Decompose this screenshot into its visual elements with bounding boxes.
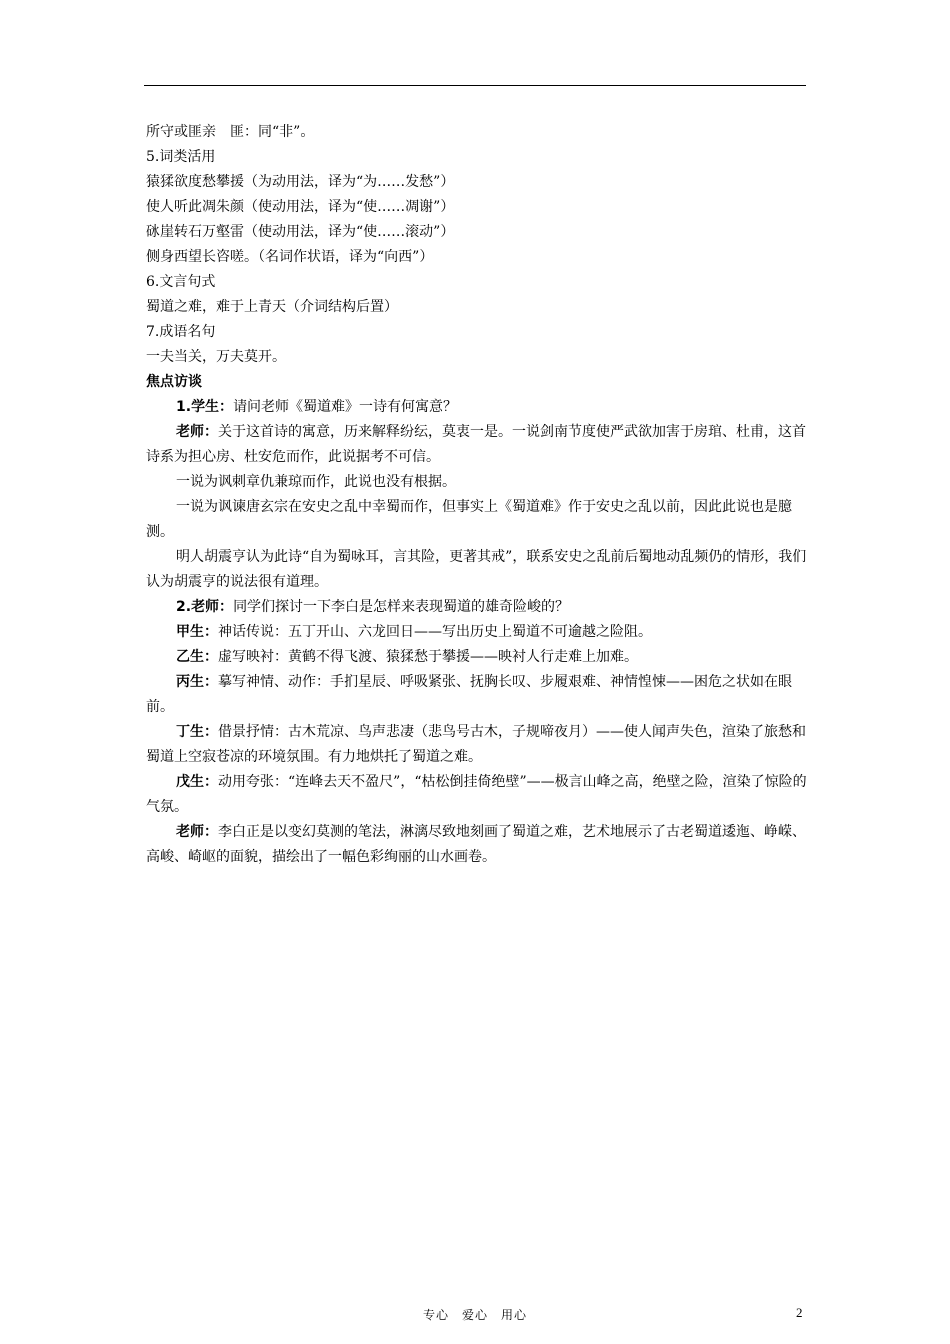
speaker-label: 学生： [191, 399, 234, 415]
dialogue-paragraph [146, 645, 808, 670]
speaker-label: 丁生： [176, 724, 218, 740]
dialogue-text: 关于这首诗的寓意，历来解释纷纭，莫衷一是。一说剑南节度使严武欲加害于房琯、杜甫，这首诗系为担心房、杜安危而作，此说据考不可信。 [146, 424, 806, 465]
text-line: 所守或匪亲 匪：同“非”。 [146, 124, 315, 140]
text-line: 侧身西望长咨嗟。（名词作状语，译为“向西”） [146, 249, 434, 265]
speaker-label: 老师： [176, 424, 218, 440]
dialogue-text: 请问老师《蜀道难》一诗有何寓意？ [233, 399, 458, 415]
speaker-label: 老师： [191, 599, 234, 615]
dialogue-text: 神话传说：五丁开山、六龙回日——写出历史上蜀道不可逾越之险阻。 [218, 624, 652, 640]
dialogue-text: 同学们探讨一下李白是怎样来表现蜀道的雄奇险峻的？ [233, 599, 570, 615]
dialogue-text: 李白正是以变幻莫测的笔法，淋漓尽致地刻画了蜀道之难，艺术地展示了古老蜀道逶迤、峥嵘、高峻、崎岖的面貌，描绘出了一幅色彩绚丽的山水画卷。 [146, 824, 806, 865]
page-number: 2 [796, 1305, 803, 1320]
footer-motto: 专心 爱心 用心 [422, 1308, 527, 1322]
dialogue-paragraph [146, 395, 808, 420]
dialogue-paragraph [146, 770, 808, 820]
text-line: 猿猱欲度愁攀援（为动用法，译为“为……发愁”） [146, 174, 455, 190]
dialogue-text: 虚写映衬：黄鹤不得飞渡、猿猱愁于攀援——映衬人行走难上加难。 [218, 649, 638, 665]
dialogue-paragraph [146, 820, 808, 870]
dialogue-paragraph: 明人胡震亨认为此诗“自为蜀咏耳，言其险，更著其戒”，联系安史之乱前后蜀地动乱频仍的情形，我们认为胡震亨的说法很有道理。 [146, 549, 807, 590]
section-heading: 6.文言句式 [146, 274, 216, 290]
section-heading: 5.词类活用 [146, 149, 216, 165]
page-body [146, 120, 808, 870]
dialogue-paragraph [146, 670, 808, 720]
section-heading: 7.成语名句 [146, 324, 216, 340]
text-line: 一夫当关，万夫莫开。 [146, 349, 286, 365]
speaker-label: 丙生： [176, 674, 218, 690]
question-number: 2. [176, 599, 192, 615]
focus-interview-title: 焦点访谈 [146, 374, 202, 390]
speaker-label: 老师： [176, 824, 218, 840]
text-line: 蜀道之难，难于上青天（介词结构后置） [146, 299, 398, 315]
dialogue-paragraph [146, 595, 808, 620]
dialogue-paragraph [146, 420, 808, 470]
speaker-label: 甲生： [176, 624, 218, 640]
dialogue-text: 动用夸张：“连峰去天不盈尺”，“枯松倒挂倚绝壁”——极言山峰之高，绝壁之险，渲染了惊险的气氛。 [146, 774, 807, 815]
dialogue-text: 摹写神情、动作：手扪星辰、呼吸紧张、抚胸长叹、步履艰难、神情惶悚——困危之状如在眼前。 [146, 674, 792, 715]
dialogue-text: 借景抒情：古木荒凉、鸟声悲凄（悲鸟号古木，子规啼夜月）——使人闻声失色，渲染了旅愁和蜀道上空寂苍凉的环境氛围。有力地烘托了蜀道之难。 [146, 724, 806, 765]
header-rule [144, 85, 806, 86]
dialogue-paragraph: 一说为讽谏唐玄宗在安史之乱中幸蜀而作，但事实上《蜀道难》作于安史之乱以前，因此此说也是臆测。 [146, 499, 792, 540]
dialogue-paragraph: 一说为讽刺章仇兼琼而作，此说也没有根据。 [176, 474, 456, 490]
speaker-label: 戊生： [176, 774, 218, 790]
question-number: 1. [176, 399, 192, 415]
speaker-label: 乙生： [176, 649, 218, 665]
dialogue-paragraph [146, 620, 808, 645]
text-line: 使人听此凋朱颜（使动用法，译为“使……凋谢”） [146, 199, 455, 215]
text-line: 砯崖转石万壑雷（使动用法，译为“使……滚动”） [146, 224, 455, 240]
dialogue-paragraph [146, 720, 808, 770]
